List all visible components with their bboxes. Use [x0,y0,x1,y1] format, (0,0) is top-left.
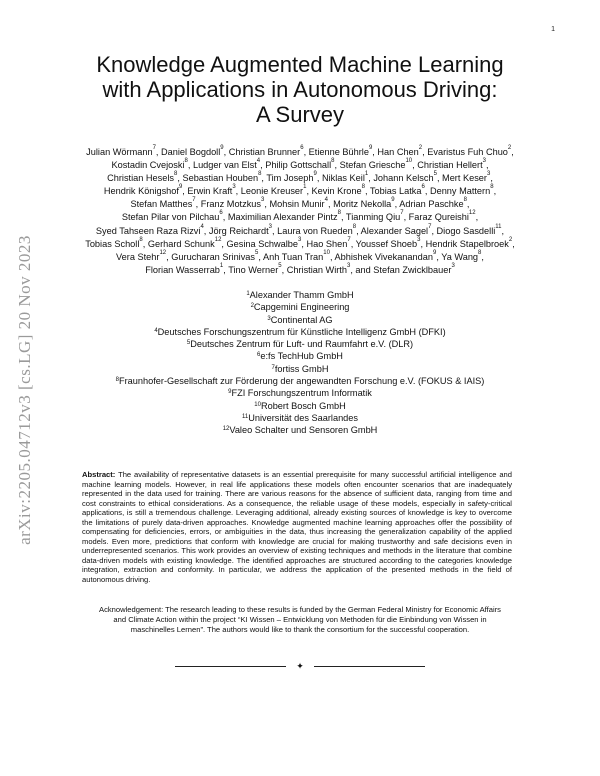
affiliation-name: Continental AG [270,314,333,325]
author-name: Gurucharan Srinivas [171,251,256,262]
author-name: Sebastian Houben [182,173,259,184]
author-affiliation-marker: 3 [486,171,491,178]
author-name: Abhishek Vivekanandan [334,251,433,262]
author-affiliation-marker: 3 [417,236,421,243]
author-affiliation-marker: 9 [391,197,395,204]
author-name: Stefan Griesche [339,160,406,171]
author-affiliation-marker: 8 [478,249,482,256]
author-name: Niklas Keil [321,173,365,184]
affiliation-name: Capgemini Engineering [253,302,350,313]
author-name: Jörg Reichardt [208,225,269,236]
affiliation-item [60,412,540,424]
page-number: 1 [551,26,555,33]
affiliation-item [60,424,540,436]
author-affiliation-marker: 2 [418,145,423,151]
author-affiliation-marker: 12 [159,249,167,256]
author-affiliation-marker: 8 [331,158,335,165]
affiliation-item [60,363,540,375]
author-name: Kevin Krone [311,186,362,197]
affiliation-item [60,338,540,350]
author-name: Hao Shen [306,238,348,249]
affiliation-name: Deutsches Zentrum für Luft- und Raumfahrt e.V. (DLR) [190,339,414,350]
author-affiliation-marker: 4 [256,158,261,165]
author-line: Vera Stehr$^{12}$, Gurucharan Srinivas$^5$, Anh Tuan Tran$^{10}$, Abhishek Vivekanandan$^9$, Ya Wang$^8$, [116,249,484,262]
author-line: Tobias Scholl$^8$, Gerhard Schunk$^{12}$, Gesina Schwalbe$^3$, Hao Shen$^7$, Youssef Shoeb$^3$, Hendrik Stapelbroek$^2$, [85,236,515,249]
author-affiliation-marker: 12 [468,210,476,217]
author-affiliation-marker: 5 [278,262,282,269]
divider-rule-left [175,666,286,667]
author-list [40,146,560,277]
author-affiliation-marker: 9 [432,249,437,256]
title-line: Knowledge Augmented Machine Learning [96,52,504,77]
author-affiliation-marker: 9 [220,145,224,151]
author-affiliation-marker: 1 [364,171,369,178]
author-name: Florian Wasserrab [145,264,220,275]
author-name: Gesina Schwalbe [226,238,299,249]
affiliation-item [60,400,540,412]
affiliation-item [60,350,540,362]
author-affiliation-marker: 7 [152,145,156,151]
author-name: Vera Stehr [116,251,160,262]
author-affiliation-marker: 8 [352,223,357,230]
author-affiliation-marker: 2 [507,145,512,151]
author-affiliation-marker: 8 [490,184,494,191]
paper-title [60,52,540,127]
author-affiliation-marker: 3 [261,197,265,204]
author-name: Evaristus Fuh Chuo [427,147,508,157]
author-name: Tianming Qiu [345,212,401,223]
author-affiliation-marker: 7 [400,210,404,217]
section-divider [175,660,425,672]
author-affiliation-marker: 2 [508,236,513,243]
author-name: Julian Wörmann [86,147,153,157]
author-affiliation-marker: 6 [300,145,304,151]
affiliation-number: 5 [186,340,191,347]
author-affiliation-marker: 8 [337,210,341,217]
author-affiliation-marker: 8 [139,236,143,243]
author-name: Maximilian Alexander Pintz [227,212,338,223]
author-affiliation-marker: 1 [303,184,307,191]
affiliation-name: fortiss GmbH [274,363,329,374]
affiliation-item [60,326,540,338]
affiliation-item [60,387,540,399]
author-line: Kostadin Cvejoski$^8$, Ludger van Elst$^4$, Philip Gottschall$^8$, Stefan Griesche$^{10}$, Christian Hellert$^3$, [111,158,489,171]
author-line: Hendrik Königshof$^9$, Erwin Kraft$^3$, Leonie Kreuser$^1$, Kevin Krone$^8$, Tobias Latka$^6$, Denny Mattern$^8$, [103,184,497,197]
author-affiliation-marker: 12 [214,236,222,243]
author-affiliation-marker: 7 [428,223,432,230]
abstract [82,470,512,584]
author-name: Tobias Scholl [85,238,140,249]
abstract-label: Abstract: [82,470,116,479]
author-affiliation-marker: 7 [192,197,196,204]
abstract-text: The availability of representative datasets is an essential prerequisite for many successful artificial intelligence and machine learning models. However, in real life applications these models often encounter scenarios that are inadequately represented in the data used for training. There are various reasons for the absence of sufficient data, ranging from time and cost constraints to ethical considerations. As a consequence, the reliable usage of these models, especially in safety-critical applications, is still a tremendous challenge. Leveraging additional, already existing sources of knowledge is key to overcome the limitations of purely data-driven approaches. Knowledge augmented machine learning approaches offer the possibility of compensating for deficiencies, errors, or ambiguities in the data, thus increasing the generalization capability of the applied models. Even more, predictions that conform with knowledge are crucial for making trustworthy and safe decisions even in underrepresented scenarios. This work provides an overview of existing techniques and methods in the literature that combine data-driven models with existing knowledge. The identified approaches are structured according to the categories knowledge integration, extraction and conformity. In particular, we address the application of the presented methods in the field of autonomous driving. [82,470,512,584]
author-affiliation-marker: 3 [268,223,272,230]
title-line: with Applications in Autonomous Driving: [102,77,498,102]
author-affiliation-marker: 3 [451,262,455,269]
author-name: Laura von Rueden [277,225,353,236]
author-affiliation-marker: 3 [298,236,302,243]
author-name: Erwin Kraft [187,186,233,197]
arxiv-identifier-text: arXiv:2205.04712v3 [cs.LG] 20 Nov 2023 [15,235,35,545]
author-name: Christian Hellert [417,160,483,171]
affiliation-item [60,375,540,387]
author-affiliation-marker: 5 [255,249,259,256]
acknowledgement: Acknowledgement: The research leading to these results is funded by the German Federal Ministry for Economic Affairs and Climate Action within the project “KI Wissen – Entwicklung von Methoden für die Einbindung von Wissen in maschinelles Lernen”. The authors would like to thank the consortium for the successful cooperation. [99,605,501,634]
affiliation-name: FZI Forschungszentrum Informatik [231,388,372,399]
author-line: Julian Wörmann$^7$, Daniel Bogdoll$^9$, Christian Brunner$^6$, Etienne Bührle$^9$, Han Chen$^2$, Evaristus Fuh Chuo$^2$, [86,145,514,157]
author-name: Christian Wirth [286,264,347,275]
author-name: Hendrik Stapelbroek [425,238,509,249]
author-name: and Stefan Zwicklbauer [355,264,452,275]
author-name: Stefan Matthes [130,199,193,210]
author-name: Philip Gottschall [265,160,332,171]
affiliation-name: Fraunhofer-Gesellschaft zur Förderung der angewandten Forschung e.V. (FOKUS & IAIS) [119,376,485,387]
author-name: Syed Tahseen Raza Rizvi [95,225,201,236]
affiliation-name: Deutsches Forschungszentrum für Künstliche Intelligenz GmbH (DFKI) [157,326,446,337]
affiliation-number: 6 [257,352,261,359]
author-affiliation-marker: 8 [361,184,365,191]
affiliation-name: Robert Bosch GmbH [260,400,346,411]
author-name: Kostadin Cvejoski [111,160,185,171]
author-affiliation-marker: 3 [482,158,486,165]
affiliation-item [60,314,540,326]
author-name: Faraz Qureishi [408,212,469,223]
author-name: Tino Werner [228,264,279,275]
affiliation-number: 3 [267,315,271,322]
author-line: Stefan Matthes$^7$, Franz Motzkus$^3$, Mohsin Munir$^4$, Moritz Nekolla$^9$, Adrian Paschke$^8$, [130,197,470,210]
author-name: Moritz Nekolla [333,199,392,210]
author-affiliation-marker: 8 [463,197,467,204]
author-name: Daniel Bogdoll [161,147,221,157]
author-name: Alexander Sagel [360,225,429,236]
author-name: Hendrik Königshof [103,186,179,197]
author-affiliation-marker: 10 [323,249,330,256]
affiliation-number: 11 [241,413,249,420]
author-name: Denny Mattern [429,186,491,197]
affiliation-name: Alexander Thamm GmbH [249,290,354,300]
affiliation-number: 7 [271,364,275,371]
author-name: Anh Tuan Tran [262,251,324,262]
affiliation-list [60,289,540,437]
affiliation-item [60,301,540,313]
author-affiliation-marker: 5 [433,171,437,178]
author-line: Stefan Pilar von Pilchau$^6$, Maximilian Alexander Pintz$^8$, Tianming Qiu$^7$, Faraz Qureishi$^{12}$, [121,210,479,223]
affiliation-item [60,289,540,301]
author-line: Syed Tahseen Raza Rizvi$^4$, Jörg Reichardt$^3$, Laura von Rueden$^8$, Alexander Sagel$^7$, Diogo Sasdelli$^{11}$, [95,223,505,236]
affiliation-name: e:fs TechHub GmbH [260,351,343,362]
author-name: Ya Wang [441,251,479,262]
author-affiliation-marker: 6 [219,210,223,217]
author-name: Christian Brunner [228,147,301,157]
affiliation-number: 9 [228,389,232,396]
author-line: Christian Hesels$^8$, Sebastian Houben$^8$, Tim Joseph$^9$, Niklas Keil$^1$, Johann Kelsch$^5$, Mert Keser$^3$, [107,171,493,184]
author-affiliation-marker: 9 [368,145,373,151]
author-affiliation-marker: 4 [200,223,204,230]
author-affiliation-marker: 3 [346,262,351,269]
affiliation-name: Valeo Schalter und Sensoren GmbH [229,425,378,436]
author-affiliation-marker: 9 [178,184,183,191]
author-name: Christian Hesels [107,173,174,184]
author-affiliation-marker: 9 [313,171,317,178]
affiliation-name: Universität des Saarlandes [248,412,359,423]
affiliation-number: 2 [250,303,254,310]
author-affiliation-marker: 10 [405,158,413,165]
author-name: Gerhard Schunk [147,238,215,249]
author-name: Youssef Shoeb [355,238,418,249]
author-affiliation-marker: 11 [495,223,502,230]
author-name: Diogo Sasdelli [436,225,496,236]
author-name: Johann Kelsch [373,173,434,184]
author-line: Florian Wasserrab$^1$, Tino Werner$^5$, Christian Wirth$^3$, and Stefan Zwicklbauer$^3$ [145,262,455,275]
author-name: Leonie Kreuser [240,186,304,197]
author-affiliation-marker: 8 [174,171,178,178]
affiliation-number: 1 [246,291,250,297]
author-affiliation-marker: 8 [258,171,262,178]
author-name: Tobias Latka [369,186,422,197]
author-affiliation-marker: 7 [347,236,351,243]
author-name: Stefan Pilar von Pilchau [121,212,220,223]
author-name: Franz Motzkus [200,199,261,210]
author-name: Mert Keser [442,173,487,184]
author-affiliation-marker: 6 [421,184,425,191]
author-name: Adrian Paschke [399,199,464,210]
affiliation-number: 8 [115,377,120,384]
author-name: Tim Joseph [266,173,314,184]
author-name: Mohsin Munir [269,199,325,210]
author-affiliation-marker: 4 [324,197,328,204]
author-affiliation-marker: 1 [219,262,224,269]
author-name: Etienne Bührle [308,147,369,157]
affiliation-number: 10 [254,401,261,408]
title-line: A Survey [255,102,345,127]
author-name: Ludger van Elst [192,160,257,171]
divider-diamond-icon: ✦ [296,660,304,671]
affiliation-number: 12 [222,426,230,433]
arxiv-identifier-stamp [10,200,40,580]
affiliation-number: 4 [154,327,158,334]
author-affiliation-marker: 3 [232,184,236,191]
divider-rule-right [314,666,425,667]
author-name: Han Chen [377,147,419,157]
author-affiliation-marker: 8 [184,158,188,165]
